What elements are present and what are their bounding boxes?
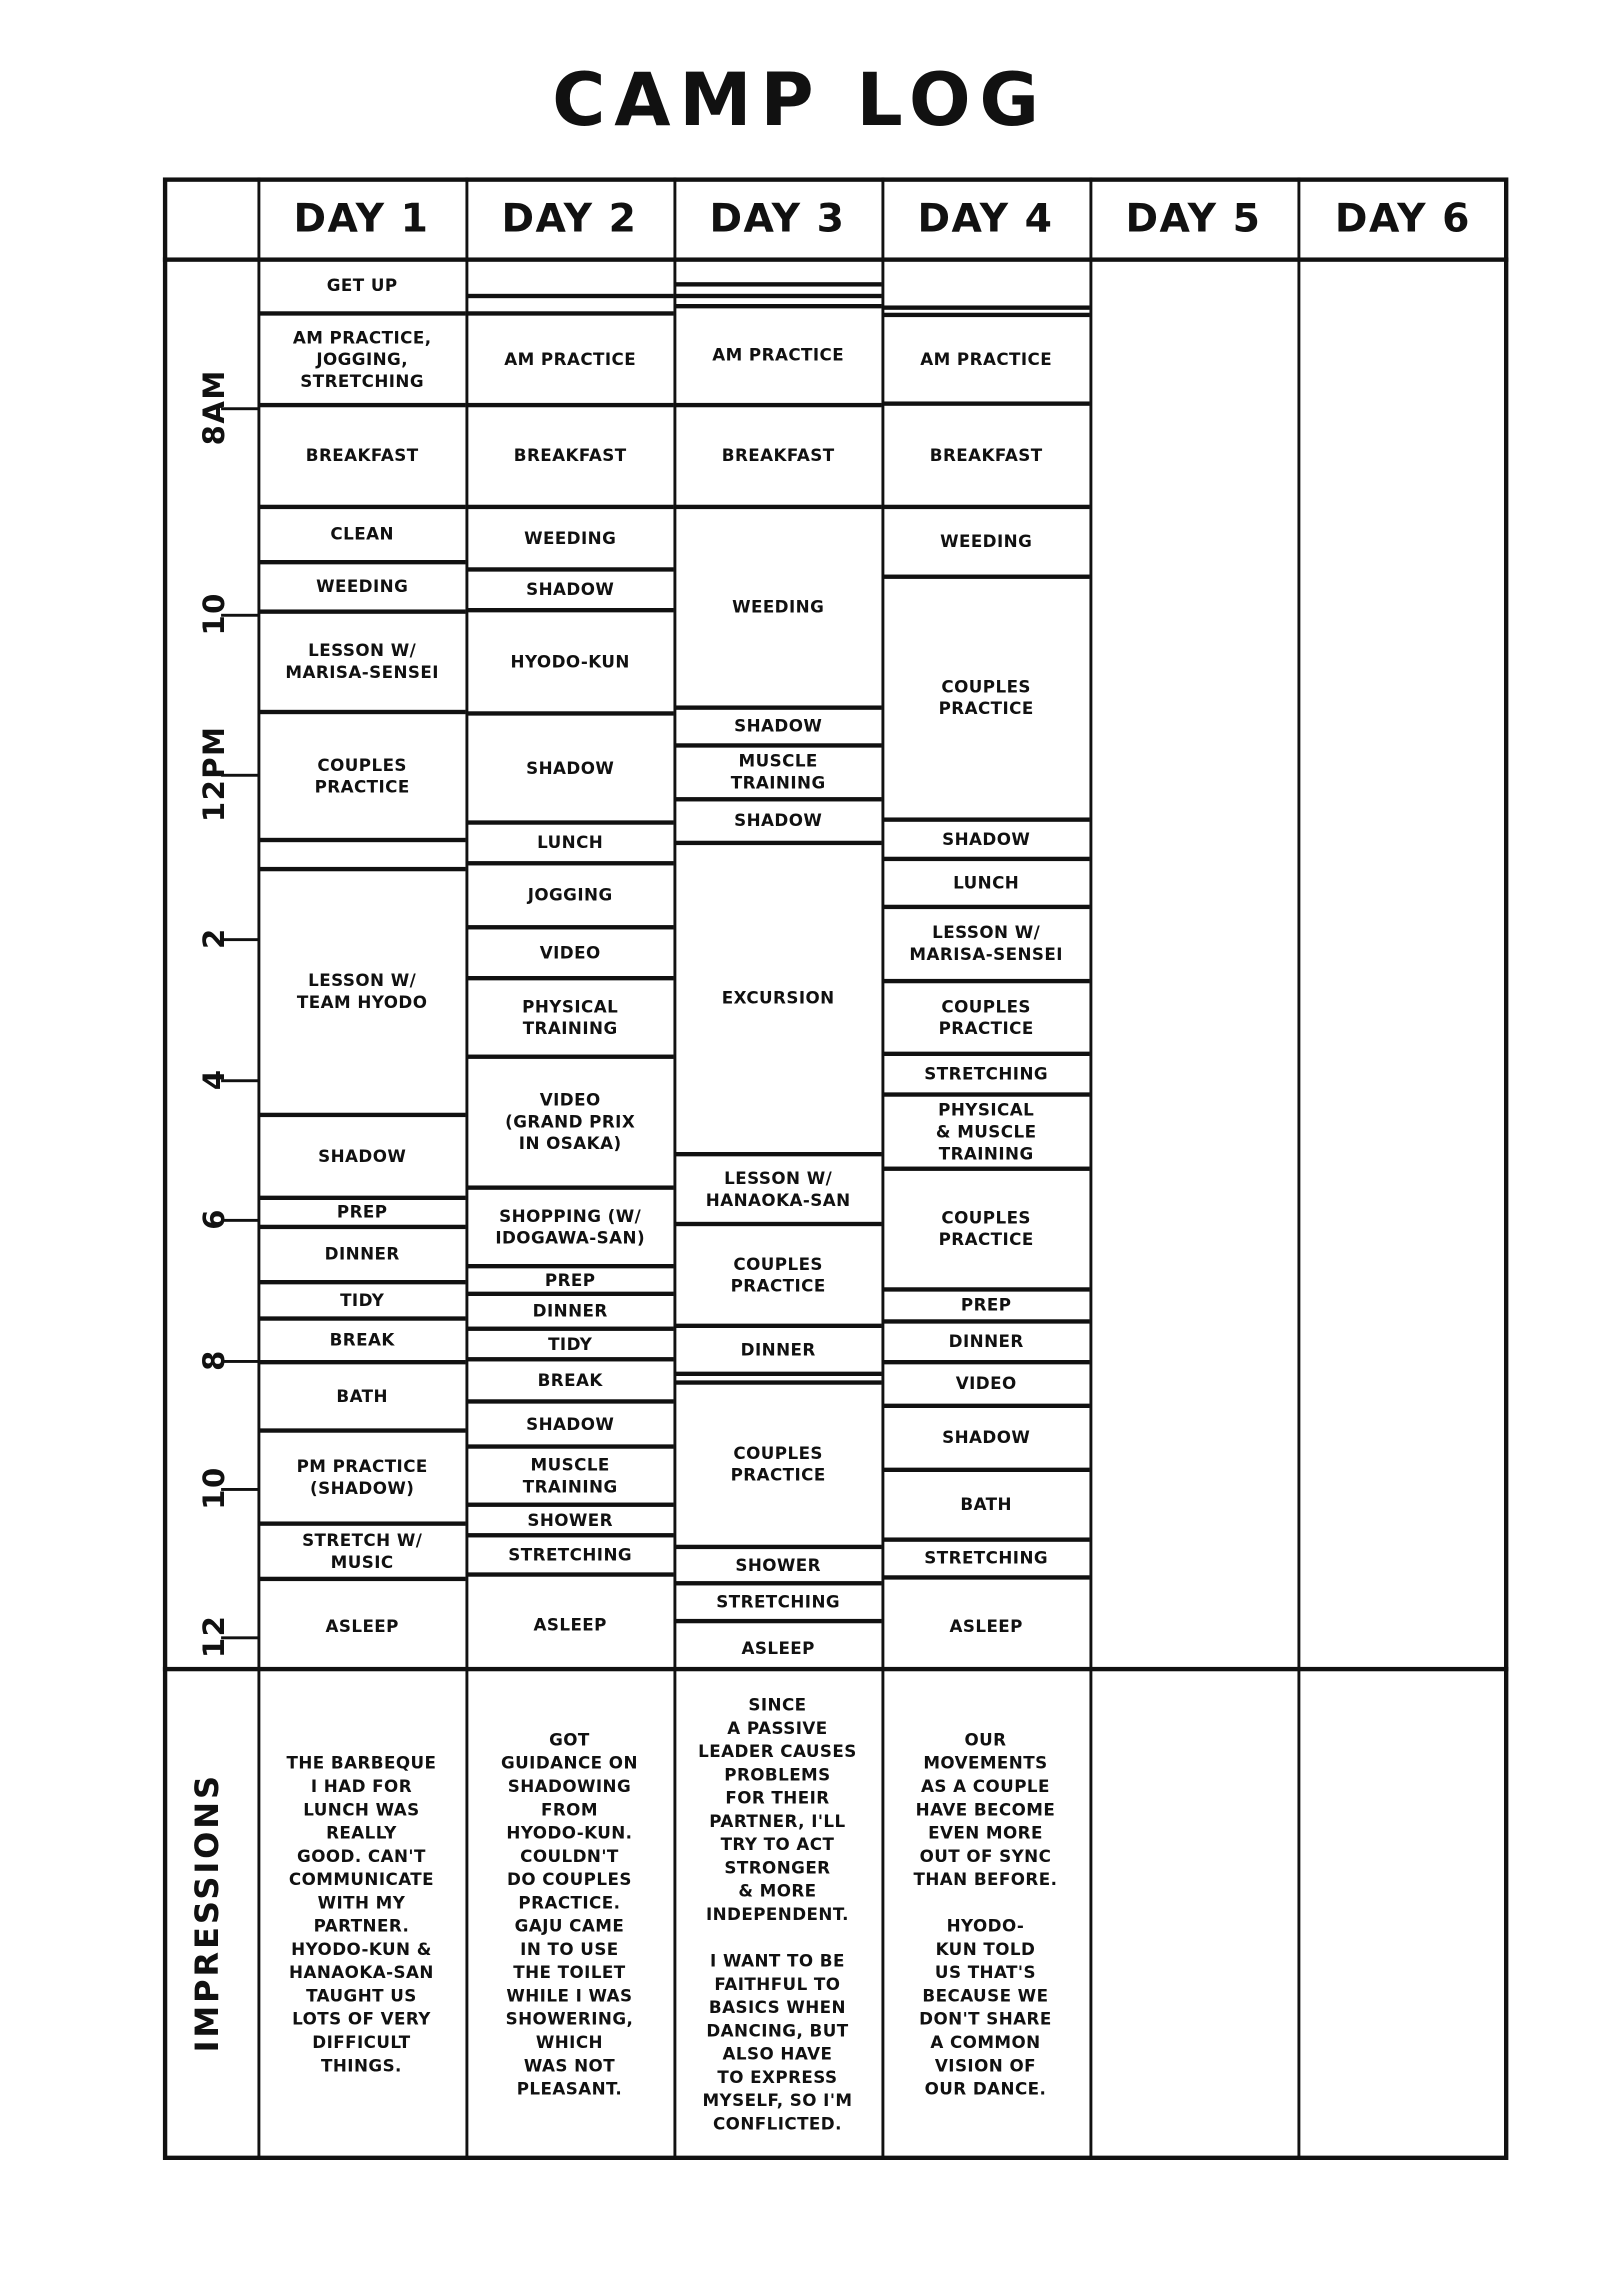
day-header: DAY 3 — [709, 195, 846, 241]
day-header: DAY 5 — [1125, 195, 1262, 241]
schedule-block: STRETCHING — [883, 1542, 1090, 1580]
impression-text — [1089, 1668, 1297, 2160]
schedule-block: CLEAN — [259, 509, 466, 564]
day-header: DAY 4 — [917, 195, 1054, 241]
schedule-block — [675, 259, 882, 287]
schedule-block: WEEDING — [675, 509, 882, 710]
schedule-block: COUPLES PRACTICE — [259, 714, 466, 842]
schedule-block: GET UP — [259, 259, 466, 316]
time-label: 12PM — [196, 725, 232, 823]
schedule-block: SHADOW — [259, 1117, 466, 1200]
schedule-block: BREAK — [467, 1361, 674, 1403]
time-label: 8 — [196, 1349, 232, 1371]
schedule-block: SHADOW — [467, 716, 674, 825]
impression-text — [1297, 1668, 1508, 2160]
schedule-block: AM PRACTICE — [883, 317, 1090, 406]
schedule-block: BREAK — [259, 1321, 466, 1365]
schedule-block: LESSON W/ MARISA-SENSEI — [883, 909, 1090, 983]
schedule-block: SHADOW — [883, 1408, 1090, 1472]
day-header: DAY 6 — [1334, 195, 1471, 241]
schedule-block: COUPLES PRACTICE — [883, 579, 1090, 822]
schedule-block: WEEDING — [883, 509, 1090, 579]
schedule-block: LESSON W/ HANAOKA-SAN — [675, 1156, 882, 1226]
schedule-block: AM PRACTICE — [467, 316, 674, 408]
schedule-block: COUPLES PRACTICE — [883, 1171, 1090, 1292]
schedule-block: MUSCLE TRAINING — [675, 748, 882, 802]
schedule-block: PREP — [467, 1268, 674, 1296]
schedule-block: SHADOW — [467, 1404, 674, 1449]
schedule-block: AM PRACTICE, JOGGING, STRETCHING — [259, 316, 466, 408]
schedule-block: BREAKFAST — [675, 407, 882, 509]
schedule-block: DINNER — [259, 1229, 466, 1284]
schedule-block: ASLEEP — [949, 1615, 1023, 1636]
schedule-block — [259, 842, 466, 871]
schedule-block: VIDEO — [467, 929, 674, 980]
schedule-block: SHOPPING (W/ IDOGAWA-SAN) — [467, 1190, 674, 1269]
time-label: 6 — [196, 1208, 232, 1230]
time-label: 4 — [196, 1068, 232, 1091]
schedule-block: EXCURSION — [675, 845, 882, 1156]
schedule-block: BREAKFAST — [467, 407, 674, 509]
schedule-block: ASLEEP — [533, 1613, 607, 1635]
schedule-block: WEEDING — [467, 509, 674, 572]
schedule-block: PM PRACTICE (SHADOW) — [259, 1433, 466, 1526]
schedule-block: LUNCH — [883, 861, 1090, 909]
schedule-block: COUPLES PRACTICE — [675, 1226, 882, 1328]
impression-text: OUR MOVEMENTS AS A COUPLE HAVE BECOME EVEN MORE OUT OF SYNC THAN BEFORE. HYODO- KUN TOLD US THAT'S BECAUSE WE DON'T SHARE A COMMON VISION OF OUR DANCE. — [913, 1729, 1058, 2099]
schedule-block: ASLEEP — [325, 1615, 399, 1637]
schedule-block: BREAKFAST — [883, 406, 1090, 509]
day-header: DAY 2 — [501, 195, 638, 241]
schedule-block: STRETCHING — [467, 1537, 674, 1576]
schedule-block: COUPLES PRACTICE — [675, 1385, 882, 1549]
schedule-block: PHYSICAL TRAINING — [467, 980, 674, 1059]
schedule-block: DINNER — [467, 1296, 674, 1331]
schedule-block: TIDY — [259, 1284, 466, 1320]
schedule-block: SHOWER — [675, 1549, 882, 1585]
time-label: 8AM — [196, 369, 232, 446]
schedule-block: VIDEO — [883, 1364, 1090, 1408]
schedule-block: JOGGING — [467, 865, 674, 929]
schedule-block — [675, 287, 882, 299]
schedule-block — [675, 1376, 882, 1385]
time-label: 2 — [196, 927, 232, 950]
schedule-block: COUPLES PRACTICE — [883, 983, 1090, 1056]
schedule-block: PREP — [883, 1292, 1090, 1324]
impression-text: THE BARBEQUE I HAD FOR LUNCH WAS REALLY GOOD. CAN'T COMMUNICATE WITH MY PARTNER. HYODO-KUN & HANAOKA-SAN TAUGHT US LOTS OF VERY DIFFICULT THINGS. — [286, 1752, 437, 2076]
schedule-block — [467, 298, 674, 315]
schedule-block: SHADOW — [467, 572, 674, 613]
schedule-block: WEEDING — [259, 564, 466, 613]
page-title: CAMP LOG — [552, 58, 1048, 143]
time-label: 10 — [196, 1466, 232, 1510]
schedule-block: DINNER — [883, 1324, 1090, 1365]
schedule-block: LESSON W/ TEAM HYODO — [259, 871, 466, 1117]
schedule-block: VIDEO (GRAND PRIX IN OSAKA) — [467, 1059, 674, 1190]
day-header: DAY 1 — [293, 195, 430, 241]
impression-text: SINCE A PASSIVE LEADER CAUSES PROBLEMS FOR THEIR PARTNER, I'LL TRY TO ACT STRONGER & MORE INDEPENDENT. I WANT TO BE FAITHFUL TO BASICS WHEN DANCING, BUT ALSO HAVE TO EXPRESS MYSELF, SO I'M CONFLICTED. — [698, 1694, 857, 2134]
schedule-block: TIDY — [467, 1331, 674, 1362]
schedule-block: LUNCH — [467, 825, 674, 866]
schedule-block: STRETCH W/ MUSIC — [259, 1526, 466, 1581]
schedule-block: DINNER — [675, 1328, 882, 1376]
schedule-block: PHYSICAL & MUSCLE TRAINING — [883, 1097, 1090, 1171]
time-label: 10 — [196, 592, 232, 636]
schedule-block: SHADOW — [675, 710, 882, 748]
schedule-block — [883, 259, 1090, 310]
schedule-block: SHADOW — [675, 801, 882, 845]
schedule-block: BREAKFAST — [259, 407, 466, 509]
schedule-block: BATH — [259, 1364, 466, 1432]
schedule-block — [467, 259, 674, 298]
schedule-block: STRETCHING — [675, 1585, 882, 1623]
schedule-block: HYODO-KUN — [467, 612, 674, 715]
schedule-block: SHOWER — [467, 1507, 674, 1538]
schedule-block: PREP — [259, 1200, 466, 1229]
schedule-block: SHADOW — [883, 822, 1090, 861]
schedule-block: BATH — [883, 1472, 1090, 1542]
schedule-block: AM PRACTICE — [675, 308, 882, 407]
schedule-block: MUSCLE TRAINING — [467, 1449, 674, 1507]
schedule-block — [675, 298, 882, 308]
time-label: 12 — [196, 1614, 232, 1659]
schedule-block: LESSON W/ MARISA-SENSEI — [259, 614, 466, 714]
impression-text: GOT GUIDANCE ON SHADOWING FROM HYODO-KUN. COULDN'T DO COUPLES PRACTICE. GAJU CAME IN TO USE THE TOILET WHILE I WAS SHOWERING, WHICH WAS NOT PLEASANT. — [500, 1729, 638, 2099]
schedule-block: ASLEEP — [741, 1637, 815, 1658]
schedule-block — [883, 310, 1090, 317]
impressions-label: IMPRESSIONS — [190, 1773, 227, 2053]
schedule-block: STRETCHING — [883, 1056, 1090, 1097]
